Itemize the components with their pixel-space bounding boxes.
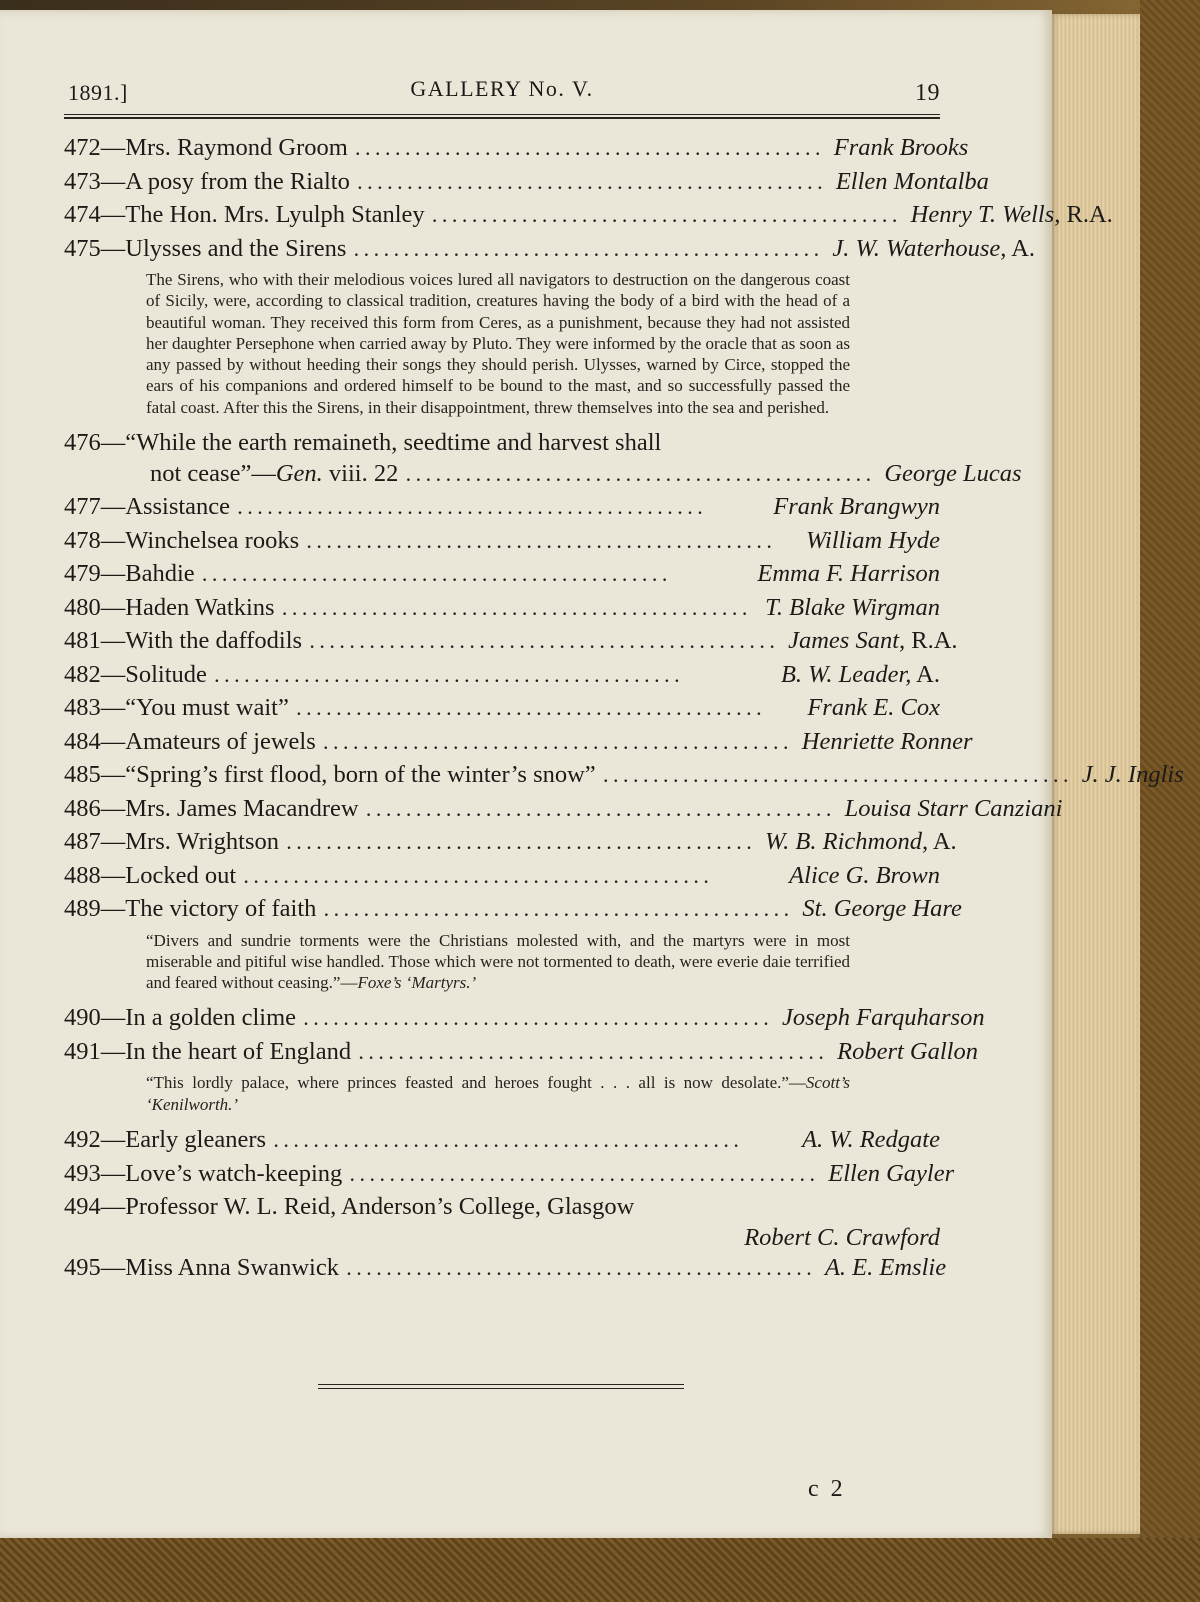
entry-artist: St. George Hare <box>802 895 962 923</box>
entry-476-line1: 476—“While the earth remaineth, seedtime and harvest shall <box>64 429 662 457</box>
catalogue-entry <box>64 593 940 627</box>
catalogue-entry <box>64 526 940 560</box>
catalogue-entry <box>64 894 962 928</box>
catalogue-entry <box>64 626 958 660</box>
leader-dots: ............................................... <box>406 467 877 485</box>
catalogue-entry <box>64 234 1036 268</box>
entry-title: 493—Love’s watch-keeping <box>64 1159 343 1187</box>
page-content <box>64 68 1184 1287</box>
leader-dots: ............................................... <box>282 601 753 619</box>
entry-artist: Frank Brooks <box>833 134 969 161</box>
entry-title: 494—Professor W. L. Reid, Anderson’s College, Glasgow <box>64 1193 635 1221</box>
entry-note-scott: “This lordly palace, where princes feasted and heroes fought . . . all is now desolate.”—Scott’s ‘Kenilworth.’ <box>146 1073 850 1114</box>
entry-artist: Louisa Starr Canziani <box>844 794 1063 822</box>
entry-artist: Ellen Montalba <box>835 167 989 195</box>
entry-artist: George Lucas <box>884 459 1022 487</box>
catalogue-entry <box>64 559 940 593</box>
entry-artist: J. W. Waterhouse, A. <box>832 234 1036 262</box>
catalogue-entry <box>64 693 940 727</box>
catalogue-entry <box>64 1037 978 1071</box>
catalogue-entry <box>64 760 1184 794</box>
leader-dots: ............................................... <box>350 1167 821 1185</box>
entry-title: 473—A posy from the Rialto <box>64 167 350 195</box>
header-rule <box>64 114 940 119</box>
printer-signature-mark: c 2 <box>808 1476 846 1502</box>
entry-title: 472—Mrs. Raymond Groom <box>64 134 348 161</box>
entry-title: 484—Amateurs of jewels <box>64 727 316 755</box>
leader-dots: ............................................... <box>214 668 685 686</box>
leader-dots: ............................................... <box>307 534 778 552</box>
catalogue-entry <box>64 660 940 694</box>
entry-title: 489—The victory of faith <box>64 895 317 923</box>
entry-artist: W. B. Richmond, A. <box>765 828 957 856</box>
leader-dots: ............................................... <box>304 1012 775 1030</box>
catalogue-entry <box>64 794 1063 828</box>
catalogue-page <box>0 10 1184 1538</box>
entry-title: 492—Early gleaners <box>64 1126 267 1154</box>
leader-dots: ............................................... <box>323 735 794 753</box>
leader-dots: ............................................... <box>603 769 1074 787</box>
catalogue-entry <box>64 861 940 895</box>
entry-title: 480—Haden Watkins <box>64 593 275 621</box>
catalogue-entry <box>64 1125 940 1159</box>
entry-artist: Henry T. Wells, R.A. <box>910 201 1113 228</box>
entry-note-foxe: “Divers and sundrie torments were the Christians molested with, and the martyrs were in most miserable and pitiful wise handled. Those which were not tormented to death, were everie daie terrified and feared without ceasing.”—Foxe’s ‘Martyrs.’ <box>146 930 850 993</box>
entry-artist: T. Blake Wirgman <box>765 593 940 621</box>
end-rule <box>318 1384 684 1389</box>
entry-artist: Alice G. Brown <box>789 861 940 889</box>
catalogue-entry-continued <box>64 1223 940 1254</box>
entry-title: 495—Miss Anna Swanwick <box>64 1254 339 1282</box>
entry-title: 488—Locked out <box>64 861 237 889</box>
entry-title: 483—“You must wait” <box>64 694 289 722</box>
entry-title: 485—“Spring’s first flood, born of the winter’s snow” <box>64 761 596 789</box>
entry-title: 490—In a golden clime <box>64 1004 297 1032</box>
entry-artist: Joseph Farquharson <box>782 1004 985 1032</box>
header-year: 1891.] <box>68 80 128 105</box>
leader-dots: ............................................... <box>366 802 837 820</box>
leader-dots: ............................................... <box>238 501 709 519</box>
leader-dots: ............................................... <box>310 635 781 653</box>
entry-title: 487—Mrs. Wrightson <box>64 828 279 856</box>
entry-title: 486—Mrs. James Macandrew <box>64 794 359 822</box>
leader-dots: ............................................... <box>355 142 826 159</box>
header-title: GALLERY No. V. <box>410 76 594 101</box>
cloth-binding-bottom <box>0 1538 1200 1602</box>
leader-dots: ............................................... <box>359 1045 830 1063</box>
entry-title: 481—With the daffodils <box>64 627 303 655</box>
catalogue-entry <box>64 133 969 167</box>
entry-artist: Henriette Ronner <box>801 727 973 755</box>
leader-dots: ............................................... <box>202 568 673 586</box>
leader-dots: ............................................... <box>324 903 795 921</box>
catalogue-entry <box>64 1253 947 1287</box>
entry-artist: A. W. Redgate <box>802 1126 940 1154</box>
leader-dots: ............................................... <box>346 1262 817 1280</box>
leader-dots: ............................................... <box>274 1134 745 1152</box>
entry-artist: William Hyde <box>805 526 940 554</box>
entry-title-continued: not cease”—Gen. viii. 22 <box>150 459 399 487</box>
catalogue-entry <box>64 727 973 761</box>
leader-dots: ............................................... <box>287 836 757 854</box>
entry-title: 475—Ulysses and the Sirens <box>64 234 347 262</box>
page-number: 19 <box>915 80 940 106</box>
catalogue-entry <box>64 1003 985 1037</box>
catalogue-entry <box>64 1159 955 1193</box>
cloth-binding-right <box>1140 0 1200 1602</box>
entry-title: 482—Solitude <box>64 660 207 688</box>
leader-dots: ............................................... <box>357 175 828 193</box>
catalogue-entry <box>64 1192 940 1223</box>
entry-title: 479—Bahdie <box>64 560 195 588</box>
entry-artist: Robert C. Crawford <box>744 1223 940 1251</box>
catalogue-entry <box>64 827 957 861</box>
leader-dots: ............................................... <box>354 242 825 260</box>
entry-title: 477—Assistance <box>64 493 231 521</box>
entry-artist: Emma F. Harrison <box>757 560 940 588</box>
entry-artist: B. W. Leader, A. <box>780 660 940 688</box>
entry-title: 491—In the heart of England <box>64 1037 352 1065</box>
entry-note-sirens: The Sirens, who with their melodious voices lured all navigators to destruction on the dangerous coast of Sicily, were, according to classical tradition, creatures having the body of a bird with the head of a beautiful woman. They received this form from Ceres, as a punishment, because they had not assisted her daughter Persephone when carried away by Pluto. They were informed by the oracle that as soon as any passed by without heeding their songs they should perish. Ulysses, warned by Circe, stopped the ears of his companions and ordered himself to be bound to the mast, and so successfully passed the fatal coast. After this the Sirens, in their disappointment, threw themselves into the sea and perished. <box>146 270 851 417</box>
leader-dots: ............................................... <box>432 209 903 226</box>
catalogue-entry <box>64 167 989 201</box>
entry-artist: Frank E. Cox <box>807 694 940 722</box>
entry-artist: James Sant, R.A. <box>788 627 958 655</box>
entry-artist: A. E. Emslie <box>824 1254 947 1282</box>
entry-artist: Robert Gallon <box>837 1037 978 1065</box>
entry-artist: Frank Brangwyn <box>773 493 940 521</box>
leader-dots: ............................................... <box>244 869 715 887</box>
entry-artist: Ellen Gayler <box>828 1159 955 1187</box>
entry-title: 478—Winchelsea rooks <box>64 526 300 554</box>
catalogue-entry <box>64 492 940 526</box>
catalogue-entry <box>64 200 1113 234</box>
leader-dots: ............................................... <box>296 702 767 720</box>
running-header <box>64 68 940 108</box>
entry-artist: J. J. Inglis <box>1081 761 1184 789</box>
entry-title: 474—The Hon. Mrs. Lyulph Stanley <box>64 201 425 228</box>
catalogue-entry <box>64 459 1022 493</box>
